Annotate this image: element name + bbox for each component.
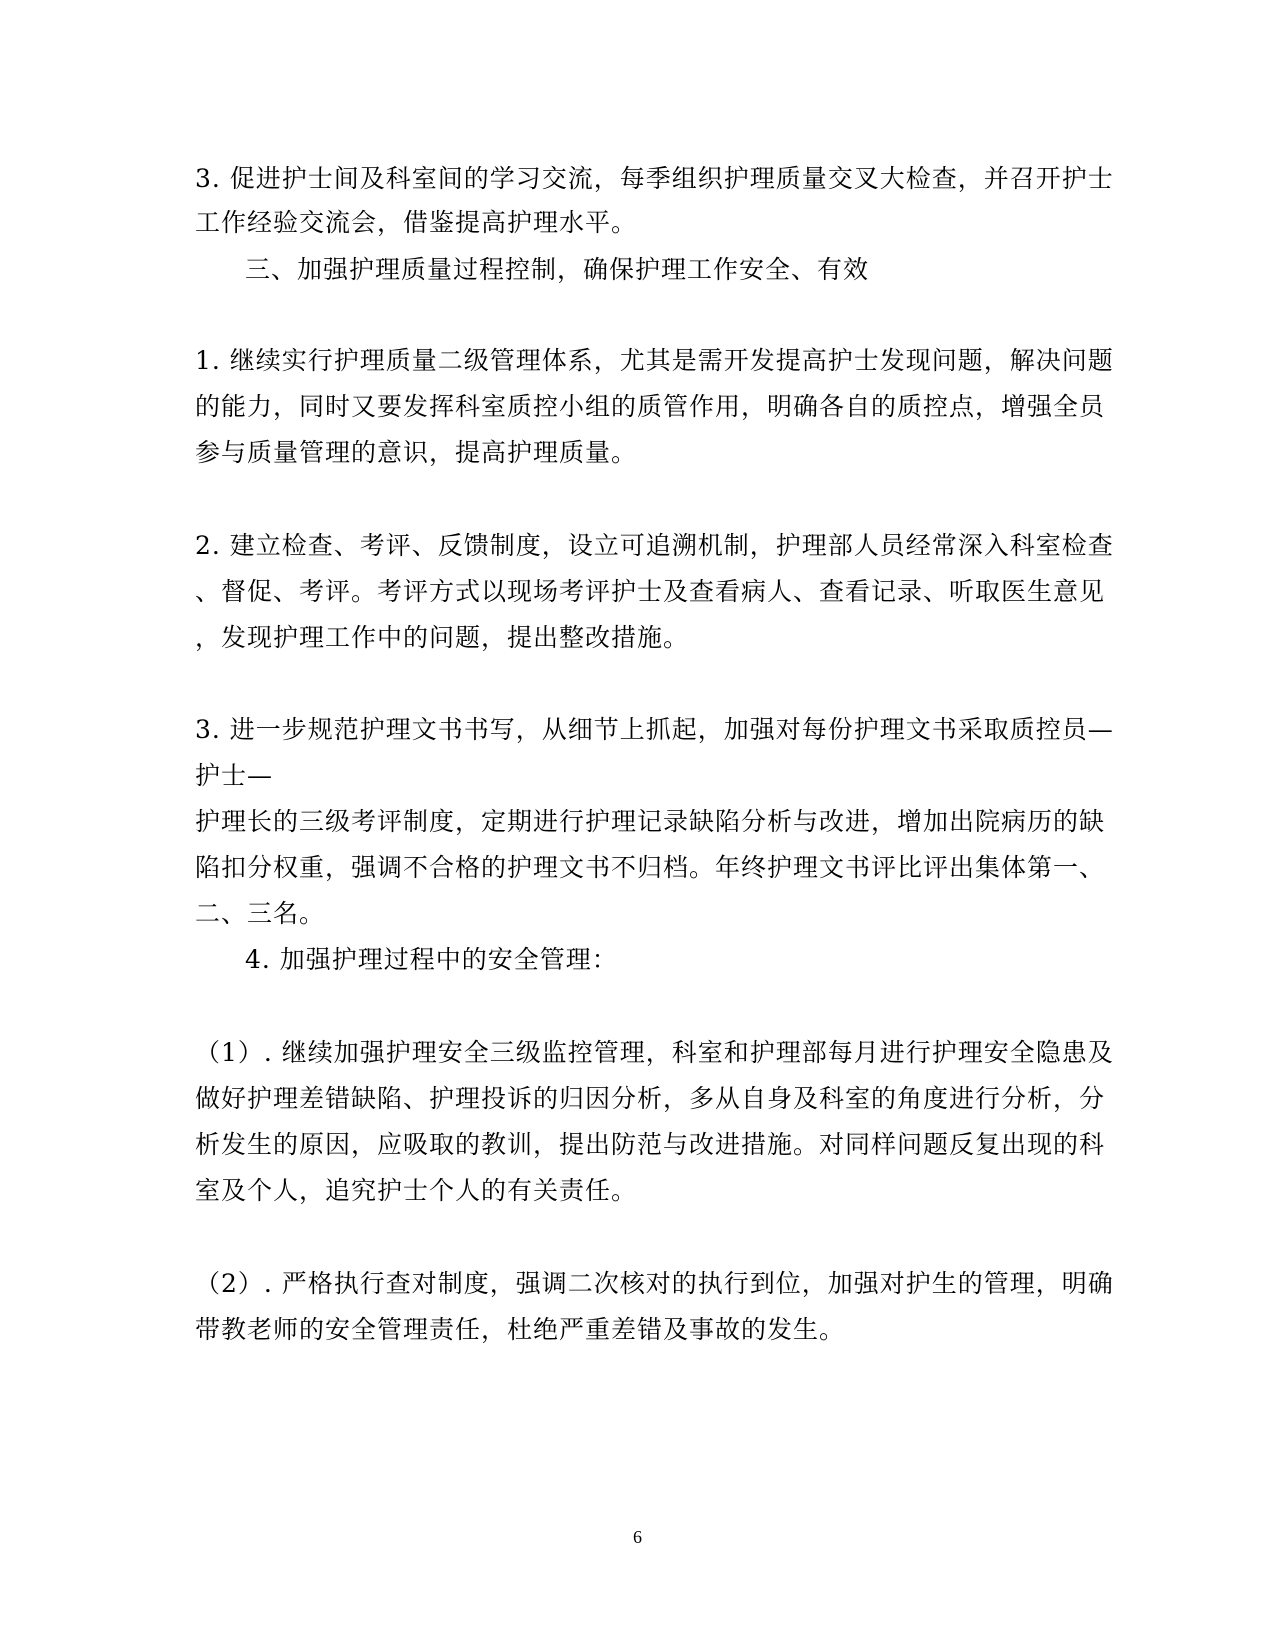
text-line: 带教老师的安全管理责任，杜绝严重差错及事故的发生。 [195,1315,846,1344]
text-line: （2）. 严格执行查对制度，强调二次核对的执行到位，加强对护生的管理，明确 [195,1269,1114,1298]
text-line: 1. 继续实行护理质量二级管理体系，尤其是需开发提高护士发现问题，解决问题 [195,346,1114,375]
text-line: ，发现护理工作中的问题，提出整改措施。 [195,623,690,652]
text-line: 二、三名。 [195,899,326,928]
page-number: 6 [633,1527,642,1547]
text-line: 室及个人，追究护士个人的有关责任。 [195,1176,638,1205]
text-line: 参与质量管理的意识，提高护理质量。 [195,438,638,467]
text-line: 析发生的原因，应吸取的教训，提出防范与改进措施。对同样问题反复出现的科 [195,1130,1106,1159]
text-line: 护理长的三级考评制度，定期进行护理记录缺陷分析与改进，增加出院病历的缺 [195,807,1106,836]
text-line: 做好护理差错缺陷、护理投诉的归因分析，多从自身及科室的角度进行分析，分 [195,1084,1106,1113]
text-line: 护士— [195,761,274,790]
text-line: 的能力，同时又要发挥科室质控小组的质管作用，明确各自的质控点，增强全员 [195,392,1106,421]
text-line: 3. 进一步规范护理文书书写，从细节上抓起，加强对每份护理文书采取质控员— [195,715,1114,744]
subsection-heading: 4. 加强护理过程中的安全管理： [245,945,618,974]
text-line: 陷扣分权重，强调不合格的护理文书不归档。年终护理文书评比评出集体第一、 [195,853,1106,882]
text-line: 2. 建立检查、考评、反馈制度，设立可追溯机制，护理部人员经常深入科室检查 [195,531,1114,560]
text-line: （1）. 继续加强护理安全三级监控管理，科室和护理部每月进行护理安全隐患及 [195,1038,1114,1067]
section-heading: 三、加强护理质量过程控制，确保护理工作安全、有效 [245,255,870,284]
text-line: 、督促、考评。考评方式以现场考评护士及查看病人、查看记录、听取医生意见 [195,577,1106,606]
text-line: 工作经验交流会，借鉴提高护理水平。 [195,208,638,237]
text-line: 3. 促进护士间及科室间的学习交流，每季组织护理质量交叉大检查，并召开护士 [195,164,1114,193]
